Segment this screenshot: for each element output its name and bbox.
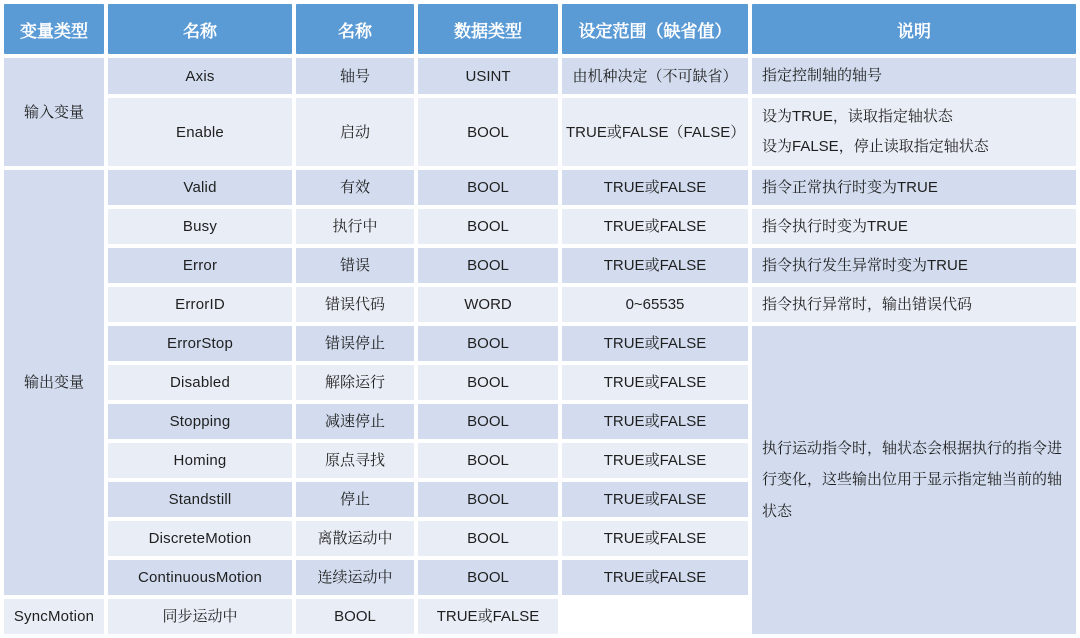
cell-syncmotion-range: TRUE或FALSE bbox=[418, 599, 558, 634]
cell-stopping-name: Stopping bbox=[108, 404, 292, 439]
cell-homing-name: Homing bbox=[108, 443, 292, 478]
cell-valid-description: 指令正常执行时变为TRUE bbox=[752, 170, 1076, 205]
cell-errorid-description: 指令执行异常时，输出错误代码 bbox=[752, 287, 1076, 322]
cell-busy-data-type: BOOL bbox=[418, 209, 558, 244]
cell-axis-name: Axis bbox=[108, 58, 292, 94]
cell-axis-cn-name: 轴号 bbox=[296, 58, 414, 94]
cell-continuousmotion-range: TRUE或FALSE bbox=[562, 560, 748, 595]
row-busy bbox=[4, 209, 1076, 244]
cell-disabled-name: Disabled bbox=[108, 365, 292, 400]
header-name-cn: 名称 bbox=[296, 4, 414, 54]
cell-discretemotion-data-type: BOOL bbox=[418, 521, 558, 556]
row-error bbox=[4, 248, 1076, 283]
cell-stopping-range: TRUE或FALSE bbox=[562, 404, 748, 439]
cell-discretemotion-range: TRUE或FALSE bbox=[562, 521, 748, 556]
cell-enable-cn-name: 启动 bbox=[296, 98, 414, 166]
cell-errorid-range: 0~65535 bbox=[562, 287, 748, 322]
cell-axis-range: 由机种决定（不可缺省） bbox=[562, 58, 748, 94]
cell-homing-range: TRUE或FALSE bbox=[562, 443, 748, 478]
cell-error-range: TRUE或FALSE bbox=[562, 248, 748, 283]
cell-valid-name: Valid bbox=[108, 170, 292, 205]
cell-continuousmotion-data-type: BOOL bbox=[418, 560, 558, 595]
cell-syncmotion-name: SyncMotion bbox=[4, 599, 104, 634]
header-setting-range: 设定范围（缺省值） bbox=[562, 4, 748, 54]
table-body bbox=[4, 58, 1076, 634]
cell-busy-description: 指令执行时变为TRUE bbox=[752, 209, 1076, 244]
cell-stopping-cn-name: 减速停止 bbox=[296, 404, 414, 439]
cell-standstill-range: TRUE或FALSE bbox=[562, 482, 748, 517]
cell-error-name: Error bbox=[108, 248, 292, 283]
enable-description-line-2: 设为FALSE，停止读取指定轴状态 bbox=[762, 138, 989, 155]
table-header bbox=[4, 4, 1076, 54]
row-errorstop bbox=[4, 326, 1076, 361]
cell-error-description: 指令执行发生异常时变为TRUE bbox=[752, 248, 1076, 283]
cell-error-data-type: BOOL bbox=[418, 248, 558, 283]
cell-busy-cn-name: 执行中 bbox=[296, 209, 414, 244]
group-label-output-variables: 输出变量 bbox=[4, 170, 104, 595]
cell-enable-range: TRUE或FALSE（FALSE） bbox=[562, 98, 748, 166]
cell-homing-cn-name: 原点寻找 bbox=[296, 443, 414, 478]
cell-errorstop-range: TRUE或FALSE bbox=[562, 326, 748, 361]
cell-errorid-cn-name: 错误代码 bbox=[296, 287, 414, 322]
cell-axis-description: 指定控制轴的轴号 bbox=[752, 58, 1076, 94]
cell-errorstop-data-type: BOOL bbox=[418, 326, 558, 361]
cell-discretemotion-name: DiscreteMotion bbox=[108, 521, 292, 556]
cell-standstill-name: Standstill bbox=[108, 482, 292, 517]
cell-error-cn-name: 错误 bbox=[296, 248, 414, 283]
cell-syncmotion-cn-name: 同步运动中 bbox=[108, 599, 292, 634]
cell-busy-range: TRUE或FALSE bbox=[562, 209, 748, 244]
header-name-en: 名称 bbox=[108, 4, 292, 54]
row-enable bbox=[4, 98, 1076, 166]
cell-enable-data-type: BOOL bbox=[418, 98, 558, 166]
cell-errorstop-cn-name: 错误停止 bbox=[296, 326, 414, 361]
cell-disabled-data-type: BOOL bbox=[418, 365, 558, 400]
cell-continuousmotion-cn-name: 连续运动中 bbox=[296, 560, 414, 595]
row-axis bbox=[4, 58, 1076, 94]
cell-enable-description bbox=[752, 98, 1076, 166]
header-data-type: 数据类型 bbox=[418, 4, 558, 54]
cell-errorstop-name: ErrorStop bbox=[108, 326, 292, 361]
cell-axis-data-type: USINT bbox=[418, 58, 558, 94]
cell-disabled-cn-name: 解除运行 bbox=[296, 365, 414, 400]
cell-busy-name: Busy bbox=[108, 209, 292, 244]
cell-homing-data-type: BOOL bbox=[418, 443, 558, 478]
cell-discretemotion-cn-name: 离散运动中 bbox=[296, 521, 414, 556]
cell-valid-range: TRUE或FALSE bbox=[562, 170, 748, 205]
cell-errorid-data-type: WORD bbox=[418, 287, 558, 322]
group-label-input-variables: 输入变量 bbox=[4, 58, 104, 166]
cell-output-status-merged-description: 执行运动指令时，轴状态会根据执行的指令进行变化，这些输出位用于显示指定轴当前的轴状态 bbox=[752, 326, 1076, 634]
row-valid bbox=[4, 170, 1076, 205]
header-description: 说明 bbox=[752, 4, 1076, 54]
cell-errorid-name: ErrorID bbox=[108, 287, 292, 322]
cell-enable-name: Enable bbox=[108, 98, 292, 166]
cell-syncmotion-data-type: BOOL bbox=[296, 599, 414, 634]
header-variable-type: 变量类型 bbox=[4, 4, 104, 54]
cell-continuousmotion-name: ContinuousMotion bbox=[108, 560, 292, 595]
header-row bbox=[4, 4, 1076, 54]
enable-description-line-1: 设为TRUE，读取指定轴状态 bbox=[762, 108, 953, 125]
cell-valid-data-type: BOOL bbox=[418, 170, 558, 205]
cell-standstill-cn-name: 停止 bbox=[296, 482, 414, 517]
cell-standstill-data-type: BOOL bbox=[418, 482, 558, 517]
row-errorid bbox=[4, 287, 1076, 322]
cell-disabled-range: TRUE或FALSE bbox=[562, 365, 748, 400]
cell-valid-cn-name: 有效 bbox=[296, 170, 414, 205]
cell-stopping-data-type: BOOL bbox=[418, 404, 558, 439]
